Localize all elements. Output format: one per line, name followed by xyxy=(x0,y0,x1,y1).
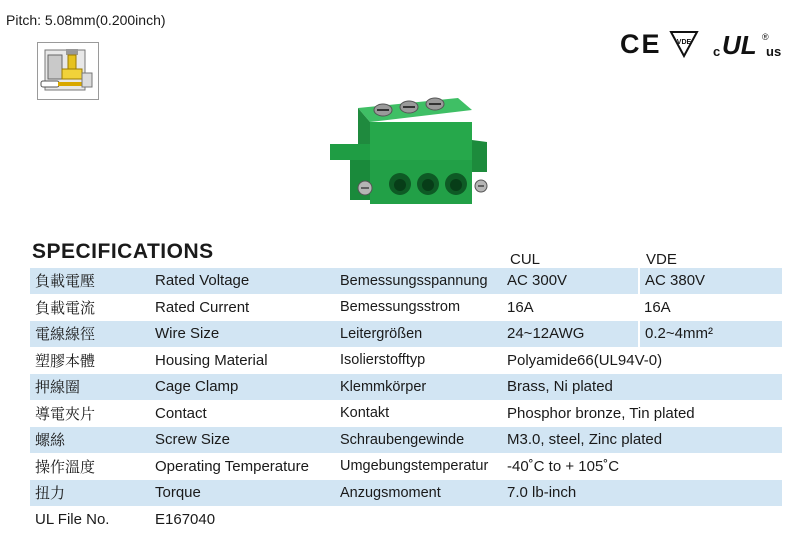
spec-de-label: Kontakt xyxy=(335,400,502,427)
vde-mark-icon xyxy=(671,32,697,56)
spec-en-label: Contact xyxy=(150,400,335,427)
vde-column-header: VDE xyxy=(646,251,677,268)
ul-file-value: E167040 xyxy=(150,506,335,533)
spec-zh-label: 押線圈 xyxy=(30,374,150,401)
table-row xyxy=(30,506,782,533)
spec-zh-label: 螺絲 xyxy=(30,427,150,454)
spec-value: 7.0 lb-inch xyxy=(502,480,782,507)
spec-zh-label: 塑膠本體 xyxy=(30,347,150,374)
svg-text:c: c xyxy=(713,44,721,59)
spec-zh-label: 導電夾片 xyxy=(30,400,150,427)
table-row xyxy=(30,321,782,348)
table-row xyxy=(30,453,782,480)
svg-text:UL: UL xyxy=(722,30,757,60)
spec-de-label: Leitergrößen xyxy=(335,321,502,348)
spec-de-label: Schraubengewinde xyxy=(335,427,502,454)
spec-value: Phosphor bronze, Tin plated xyxy=(502,400,782,427)
table-row xyxy=(30,268,782,294)
spec-en-label: Housing Material xyxy=(150,347,335,374)
spec-de-label: Bemessungsspannung xyxy=(335,268,502,294)
cul-column-header: CUL xyxy=(510,251,541,268)
spec-zh-label: 扭力 xyxy=(30,480,150,507)
specifications-table xyxy=(30,268,782,533)
spec-value: M3.0, steel, Zinc plated xyxy=(502,427,782,454)
specifications-heading: SPECIFICATIONS xyxy=(32,240,214,263)
svg-text:us: us xyxy=(766,44,782,59)
ul-listed-mark-icon xyxy=(713,30,781,60)
spec-en-label: Cage Clamp xyxy=(150,374,335,401)
pitch-label: Pitch: 5.08mm(0.200inch) xyxy=(6,12,166,28)
spec-en-label: Wire Size xyxy=(150,321,335,348)
spec-vde-value: 16A xyxy=(639,294,782,321)
spec-de-label: Klemmkörper xyxy=(335,374,502,401)
spec-cul-value: 16A xyxy=(502,294,639,321)
spec-de-label: Isolierstofftyp xyxy=(335,347,502,374)
spec-zh-label: 負載電壓 xyxy=(30,268,150,294)
terminal-block-image xyxy=(325,88,495,218)
spec-en-label: Torque xyxy=(150,480,335,507)
spec-zh-label: 負載電流 xyxy=(30,294,150,321)
table-row xyxy=(30,347,782,374)
spec-cul-value: 24~12AWG xyxy=(502,321,639,348)
spec-vde-value: AC 380V xyxy=(639,268,782,294)
spec-value: Brass, Ni plated xyxy=(502,374,782,401)
table-row xyxy=(30,294,782,321)
table-row xyxy=(30,400,782,427)
spec-de-label: Bemessungsstrom xyxy=(335,294,502,321)
spec-en-label: Operating Temperature xyxy=(150,453,335,480)
spec-de-label: Anzugsmoment xyxy=(335,480,502,507)
svg-text:VDE: VDE xyxy=(676,39,692,46)
certification-logos xyxy=(620,26,790,62)
wire-clamp-icon xyxy=(37,42,99,100)
spec-en-label: Rated Current xyxy=(150,294,335,321)
spec-cul-value: AC 300V xyxy=(502,268,639,294)
table-row xyxy=(30,374,782,401)
spec-value: -40˚C to + 105˚C xyxy=(502,453,782,480)
spec-vde-value: 0.2~4mm² xyxy=(639,321,782,348)
ce-mark-icon: CE xyxy=(620,29,662,59)
table-row xyxy=(30,427,782,454)
spec-zh-label: 操作溫度 xyxy=(30,453,150,480)
spec-value: Polyamide66(UL94V-0) xyxy=(502,347,782,374)
spec-de-label: Umgebungstemperatur xyxy=(335,453,502,480)
ul-file-label: UL File No. xyxy=(30,506,150,533)
spec-en-label: Screw Size xyxy=(150,427,335,454)
spec-zh-label: 電線線徑 xyxy=(30,321,150,348)
table-row xyxy=(30,480,782,507)
spec-en-label: Rated Voltage xyxy=(150,268,335,294)
svg-text:®: ® xyxy=(762,32,769,42)
